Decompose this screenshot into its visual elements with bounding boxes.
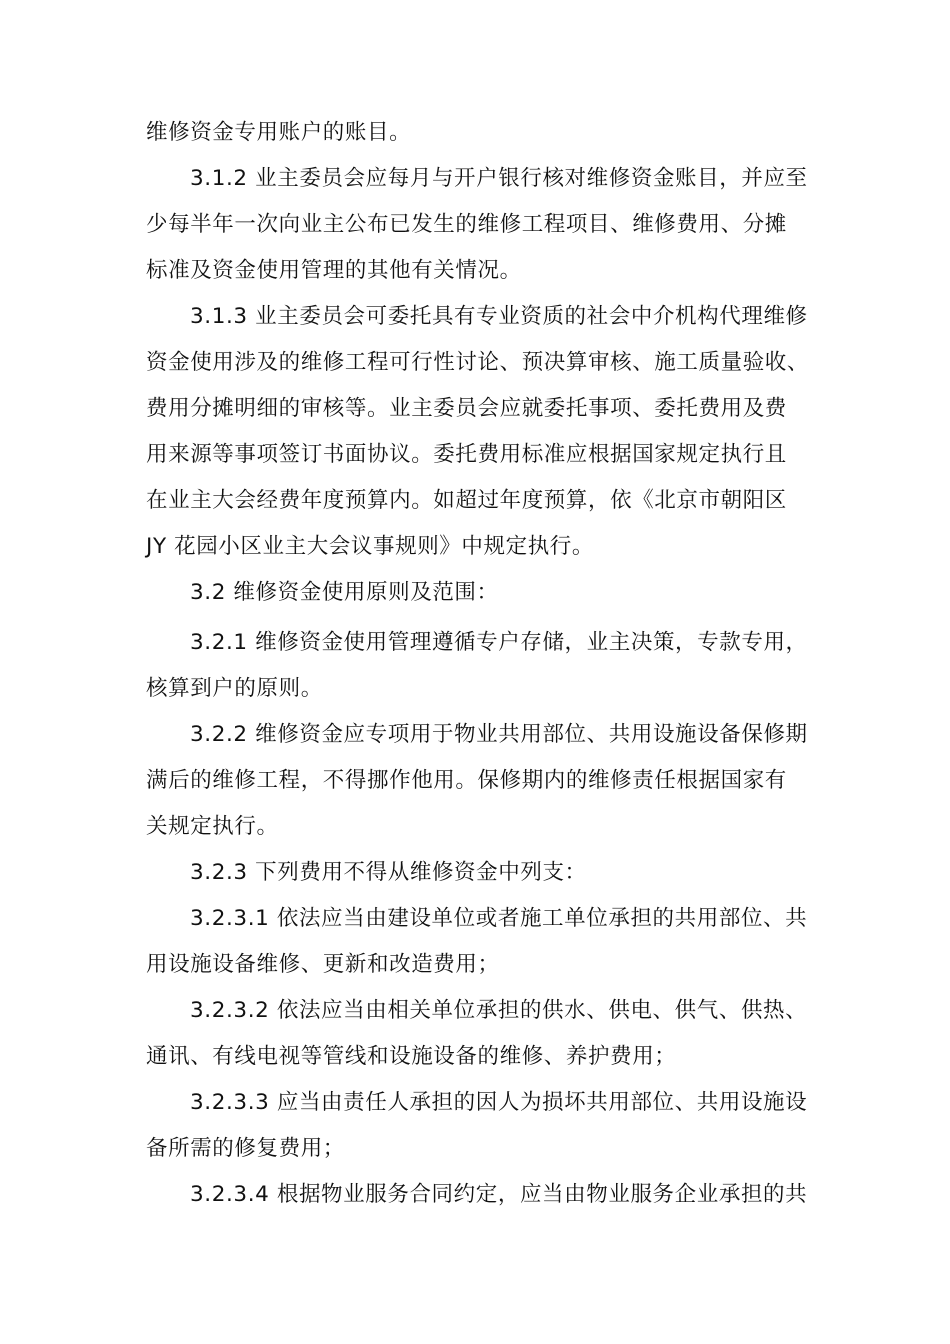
text-line: 标准及资金使用管理的其他有关情况。 <box>146 258 522 283</box>
text-line: 满后的维修工程，不得挪作他用。保修期内的维修责任根据国家有 <box>146 768 787 793</box>
text-line: 3.2.2 维修资金应专项用于物业共用部位、共用设施设备保修期 <box>190 722 808 747</box>
text-line: 3.1.2 业主委员会应每月与开户银行核对维修资金账目，并应至 <box>190 166 808 191</box>
text-line: 费用分摊明细的审核等。业主委员会应就委托事项、委托费用及费 <box>146 396 787 421</box>
text-line: 资金使用涉及的维修工程可行性讨论、预决算审核、施工质量验收、 <box>146 350 810 375</box>
text-line: 用来源等事项签订书面协议。委托费用标准应根据国家规定执行且 <box>146 442 787 467</box>
text-line: 3.2.3.1 依法应当由建设单位或者施工单位承担的共用部位、共 <box>190 906 808 931</box>
text-line: JY 花园小区业主大会议事规则》中规定执行。 <box>146 534 595 559</box>
text-line: 3.2.3 下列费用不得从维修资金中列支： <box>190 860 587 885</box>
text-line: 3.2.3.2 依法应当由相关单位承担的供水、供电、供气、供热、 <box>190 998 808 1023</box>
text-line: 3.2 维修资金使用原则及范围： <box>190 580 499 605</box>
text-line: 维修资金专用账户的账目。 <box>146 120 412 145</box>
text-line: 3.2.3.3 应当由责任人承担的因人为损坏共用部位、共用设施设 <box>190 1090 808 1115</box>
text-line: 3.1.3 业主委员会可委托具有专业资质的社会中介机构代理维修 <box>190 304 808 329</box>
text-line: 通讯、有线电视等管线和设施设备的维修、养护费用； <box>146 1044 677 1069</box>
text-line: 核算到户的原则。 <box>146 676 323 701</box>
text-line: 3.2.3.4 根据物业服务合同约定，应当由物业服务企业承担的共 <box>190 1182 808 1207</box>
text-line: 用设施设备维修、更新和改造费用； <box>146 952 500 977</box>
text-line: 备所需的修复费用； <box>146 1136 345 1161</box>
text-line: 在业主大会经费年度预算内。如超过年度预算，依《北京市朝阳区 <box>146 488 787 513</box>
text-line: 少每半年一次向业主公布已发生的维修工程项目、维修费用、分摊 <box>146 212 787 237</box>
text-line: 3.2.1 维修资金使用管理遵循专户存储，业主决策，专款专用， <box>190 630 808 655</box>
text-line: 关规定执行。 <box>146 814 279 839</box>
